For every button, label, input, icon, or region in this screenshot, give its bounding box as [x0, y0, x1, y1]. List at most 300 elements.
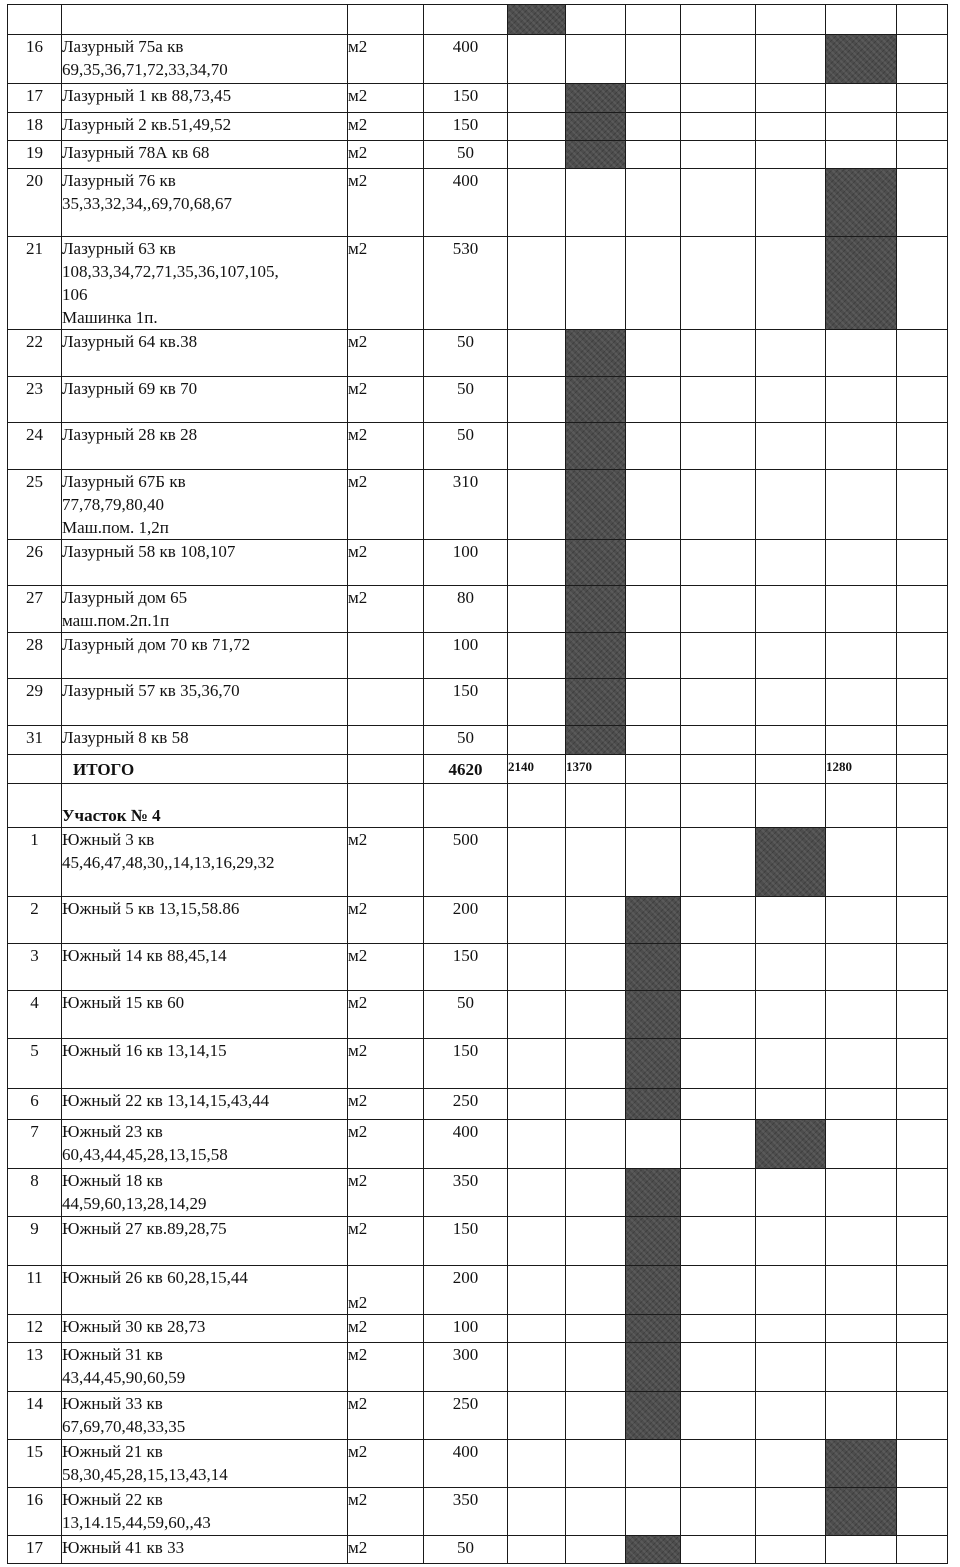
schedule-cell: [681, 1488, 756, 1536]
quantity-cell: 150: [424, 113, 508, 141]
schedule-cell: [681, 470, 756, 540]
row-number-cell: 8: [8, 1169, 62, 1217]
schedule-cell: [897, 1120, 948, 1169]
schedule-cell: [681, 237, 756, 330]
schedule-cell: [566, 1440, 626, 1488]
schedule-cell: [508, 828, 566, 897]
address-line: ИТОГО: [73, 760, 135, 779]
address-line: Лазурный 2 кв.51,49,52: [62, 115, 232, 134]
address-cell: [62, 679, 348, 726]
schedule-cell: [508, 1392, 566, 1440]
row-number-cell: 22: [8, 330, 62, 377]
schedule-cell-shaded: [566, 540, 626, 586]
unit-cell: м2: [348, 586, 424, 633]
schedule-cell: [897, 828, 948, 897]
schedule-cell: [681, 633, 756, 679]
schedule-cell: [756, 897, 826, 944]
table-row: [8, 169, 948, 237]
address-line: Южный 22 кв 13,14,15,43,44: [62, 1091, 270, 1110]
address-line: 106: [62, 285, 88, 304]
schedule-cell: [756, 755, 826, 784]
schedule-cell: [756, 141, 826, 169]
address-cell: [62, 784, 348, 828]
address-line: 35,33,32,34,,69,70,68,67: [62, 194, 232, 213]
schedule-cell: [897, 1440, 948, 1488]
address-line: 108,33,34,72,71,35,36,107,105,: [62, 262, 279, 281]
schedule-cell: [681, 726, 756, 755]
address-line: Лазурный 67Б кв: [62, 472, 186, 491]
quantity-cell: 350: [424, 1488, 508, 1536]
schedule-cell: [756, 113, 826, 141]
schedule-cell: [897, 991, 948, 1039]
address-line: Участок № 4: [62, 806, 161, 825]
schedule-cell: [756, 1536, 826, 1564]
address-cell: [62, 1315, 348, 1343]
schedule-cell-shaded: [626, 897, 681, 944]
address-line: 13,14.15,44,59,60,,43: [62, 1513, 211, 1532]
row-number-cell: 27: [8, 586, 62, 633]
address-cell: [62, 1039, 348, 1089]
row-number-cell: 21: [8, 237, 62, 330]
quantity-cell: 300: [424, 1343, 508, 1392]
schedule-cell: [626, 1440, 681, 1488]
row-number-cell: 14: [8, 1392, 62, 1440]
schedule-cell-shaded: [626, 1343, 681, 1392]
address-line: Лазурный 69 кв 70: [62, 379, 198, 398]
schedule-cell: [681, 1343, 756, 1392]
address-line: 43,44,45,90,60,59: [62, 1368, 186, 1387]
schedule-cell: [626, 726, 681, 755]
schedule-cell: [508, 330, 566, 377]
unit-cell: м2: [348, 1266, 424, 1315]
schedule-cell-shaded: [826, 1440, 897, 1488]
address-line: 58,30,45,28,15,13,43,14: [62, 1465, 228, 1484]
schedule-cell: [681, 944, 756, 991]
address-cell: [62, 828, 348, 897]
unit-cell: [348, 784, 424, 828]
address-cell: [62, 1536, 348, 1564]
address-line: Лазурный 28 кв 28: [62, 425, 198, 444]
address-line: Южный 18 кв: [62, 1171, 163, 1190]
schedule-cell: [681, 169, 756, 237]
address-cell: [62, 1169, 348, 1217]
schedule-cell: [508, 84, 566, 113]
address-cell: [62, 5, 348, 35]
row-number-cell: 31: [8, 726, 62, 755]
address-cell: [62, 330, 348, 377]
schedule-cell: [508, 237, 566, 330]
schedule-cell-shaded: [508, 5, 566, 35]
quantity-cell: 400: [424, 1120, 508, 1169]
row-number-cell: 26: [8, 540, 62, 586]
schedule-cell: [508, 1488, 566, 1536]
row-number-cell: 28: [8, 633, 62, 679]
unit-cell: м2: [348, 1440, 424, 1488]
schedule-cell: [566, 944, 626, 991]
schedule-cell: [681, 1120, 756, 1169]
unit-cell: м2: [348, 944, 424, 991]
quantity-cell: 200: [424, 1266, 508, 1315]
row-number-cell: 24: [8, 423, 62, 470]
schedule-cell: [826, 423, 897, 470]
schedule-cell: [897, 726, 948, 755]
address-cell: [62, 633, 348, 679]
address-line: маш.пом.2п.1п: [62, 611, 170, 630]
schedule-cell: [826, 330, 897, 377]
schedule-cell: [897, 784, 948, 828]
schedule-cell: [566, 1266, 626, 1315]
schedule-cell: [756, 1440, 826, 1488]
unit-cell: [348, 633, 424, 679]
table-row: [8, 897, 948, 944]
schedule-cell: [626, 84, 681, 113]
address-cell: [62, 141, 348, 169]
schedule-cell: [756, 237, 826, 330]
table-row: [8, 1089, 948, 1120]
address-line: Лазурный 1 кв 88,73,45: [62, 86, 232, 105]
quantity-cell: [424, 784, 508, 828]
unit-cell: м2: [348, 141, 424, 169]
schedule-cell: [897, 423, 948, 470]
address-cell: [62, 944, 348, 991]
address-line: 69,35,36,71,72,33,34,70: [62, 60, 228, 79]
schedule-cell: [826, 1120, 897, 1169]
schedule-cell-shaded: [566, 330, 626, 377]
schedule-cell: [826, 679, 897, 726]
schedule-cell: [626, 540, 681, 586]
table-row: [8, 113, 948, 141]
schedule-cell: [508, 1343, 566, 1392]
address-line: Южный 16 кв 13,14,15: [62, 1041, 227, 1060]
schedule-cell: [756, 1392, 826, 1440]
unit-cell: м2: [348, 1039, 424, 1089]
schedule-cell: [897, 1392, 948, 1440]
schedule-cell: [756, 1089, 826, 1120]
row-number-cell: 2: [8, 897, 62, 944]
address-line: Южный 26 кв 60,28,15,44: [62, 1268, 248, 1287]
unit-cell: м2: [348, 423, 424, 470]
column-total-cell: 2140: [508, 755, 566, 784]
schedule-cell: [897, 1169, 948, 1217]
schedule-cell: [681, 5, 756, 35]
schedule-cell: [566, 1315, 626, 1343]
schedule-cell: [897, 470, 948, 540]
schedule-cell: [756, 1315, 826, 1343]
unit-cell: м2: [348, 1217, 424, 1266]
address-cell: [62, 540, 348, 586]
schedule-cell-shaded: [566, 377, 626, 423]
table-row: [8, 1120, 948, 1169]
schedule-cell: [626, 5, 681, 35]
address-line: Лазурный дом 65: [62, 588, 188, 607]
table-row: [8, 991, 948, 1039]
schedule-cell: [756, 944, 826, 991]
schedule-cell: [826, 944, 897, 991]
schedule-cell-shaded: [626, 991, 681, 1039]
quantity-cell: 50: [424, 1536, 508, 1564]
schedule-cell: [826, 991, 897, 1039]
schedule-cell: [897, 944, 948, 991]
schedule-cell: [566, 35, 626, 84]
quantity-cell: 50: [424, 141, 508, 169]
address-cell: [62, 377, 348, 423]
schedule-cell: [566, 1169, 626, 1217]
schedule-cell-shaded: [626, 1089, 681, 1120]
schedule-cell: [826, 784, 897, 828]
schedule-cell: [826, 1089, 897, 1120]
unit-cell: м2: [348, 1392, 424, 1440]
schedule-cell: [626, 828, 681, 897]
schedule-cell: [566, 237, 626, 330]
row-number-cell: 16: [8, 1488, 62, 1536]
schedule-cell: [626, 633, 681, 679]
row-number-cell: 19: [8, 141, 62, 169]
schedule-cell: [508, 169, 566, 237]
schedule-cell: [826, 377, 897, 423]
address-line: Южный 33 кв: [62, 1394, 163, 1413]
schedule-cell: [826, 726, 897, 755]
schedule-cell: [897, 1315, 948, 1343]
table-row: [8, 1169, 948, 1217]
schedule-cell: [508, 1169, 566, 1217]
table-row: [8, 5, 948, 35]
schedule-cell: [681, 35, 756, 84]
schedule-cell-shaded: [566, 423, 626, 470]
table-row: [8, 35, 948, 84]
schedule-cell-shaded: [826, 237, 897, 330]
row-number-cell: 6: [8, 1089, 62, 1120]
quantity-cell: 150: [424, 944, 508, 991]
table-row: [8, 540, 948, 586]
schedule-cell: [826, 1536, 897, 1564]
schedule-cell: [897, 633, 948, 679]
schedule-cell: [681, 1089, 756, 1120]
schedule-cell: [826, 1169, 897, 1217]
unit-cell: м2: [348, 1343, 424, 1392]
schedule-cell: [756, 1169, 826, 1217]
schedule-cell: [897, 237, 948, 330]
schedule-cell: [681, 755, 756, 784]
address-line: Южный 21 кв: [62, 1442, 163, 1461]
unit-cell: м2: [348, 470, 424, 540]
table-row: [8, 377, 948, 423]
quantity-cell: 100: [424, 540, 508, 586]
schedule-cell-shaded: [626, 1536, 681, 1564]
address-line: Южный 22 кв: [62, 1490, 163, 1509]
schedule-cell: [508, 944, 566, 991]
quantity-cell: 310: [424, 470, 508, 540]
schedule-cell: [566, 784, 626, 828]
schedule-cell: [897, 540, 948, 586]
unit-cell: м2: [348, 1169, 424, 1217]
schedule-cell: [826, 1039, 897, 1089]
table-row: [8, 726, 948, 755]
quantity-cell: 250: [424, 1089, 508, 1120]
schedule-cell: [508, 141, 566, 169]
unit-cell: м2: [348, 84, 424, 113]
schedule-cell: [826, 1266, 897, 1315]
address-line: 44,59,60,13,28,14,29: [62, 1194, 207, 1213]
address-cell: [62, 470, 348, 540]
schedule-cell: [681, 377, 756, 423]
schedule-cell: [508, 784, 566, 828]
table-row: [8, 1039, 948, 1089]
schedule-cell: [826, 828, 897, 897]
schedule-cell-shaded: [566, 586, 626, 633]
schedule-cell-shaded: [626, 1315, 681, 1343]
address-cell: [62, 1266, 348, 1315]
row-number-cell: 16: [8, 35, 62, 84]
address-cell: [62, 1089, 348, 1120]
schedule-cell: [681, 1169, 756, 1217]
schedule-cell-shaded: [566, 679, 626, 726]
schedule-cell: [826, 113, 897, 141]
schedule-cell: [508, 1039, 566, 1089]
schedule-cell: [508, 423, 566, 470]
schedule-cell: [681, 1217, 756, 1266]
schedule-cell: [626, 141, 681, 169]
unit-cell: м2: [348, 377, 424, 423]
schedule-cell: [897, 5, 948, 35]
table-row: [8, 1440, 948, 1488]
quantity-cell: 50: [424, 423, 508, 470]
address-line: Лазурный 58 кв 108,107: [62, 542, 236, 561]
schedule-cell: [756, 633, 826, 679]
schedule-cell: [756, 377, 826, 423]
address-cell: [62, 991, 348, 1039]
schedule-cell: [681, 1536, 756, 1564]
table-row: [8, 1488, 948, 1536]
schedule-cell: [681, 113, 756, 141]
schedule-cell: [626, 784, 681, 828]
quantity-cell: 200: [424, 897, 508, 944]
quantity-cell: 50: [424, 726, 508, 755]
quantity-cell: 100: [424, 1315, 508, 1343]
row-number-cell: 1: [8, 828, 62, 897]
schedule-cell: [681, 679, 756, 726]
address-cell: [62, 237, 348, 330]
unit-cell: [348, 726, 424, 755]
schedule-cell: [681, 1392, 756, 1440]
row-number-cell: 5: [8, 1039, 62, 1089]
schedule-cell: [756, 586, 826, 633]
schedule-cell: [826, 586, 897, 633]
schedule-cell: [756, 1217, 826, 1266]
schedule-cell: [756, 540, 826, 586]
unit-cell: м2: [348, 330, 424, 377]
column-total-cell: 1370: [566, 755, 626, 784]
unit-cell: м2: [348, 113, 424, 141]
address-line: Южный 27 кв.89,28,75: [62, 1219, 227, 1238]
table-row: [8, 423, 948, 470]
schedule-cell: [681, 1315, 756, 1343]
address-line: Южный 23 кв: [62, 1122, 163, 1141]
schedule-cell: [508, 586, 566, 633]
quantity-cell: 150: [424, 1217, 508, 1266]
unit-cell: м2: [348, 991, 424, 1039]
schedule-cell: [756, 991, 826, 1039]
table-row: [8, 1392, 948, 1440]
schedule-cell: [897, 113, 948, 141]
schedule-cell: [897, 84, 948, 113]
schedule-cell-shaded: [626, 944, 681, 991]
unit-cell: м2: [348, 1315, 424, 1343]
schedule-cell: [826, 1343, 897, 1392]
schedule-cell: [826, 633, 897, 679]
unit-cell: м2: [348, 169, 424, 237]
unit-cell: м2: [348, 1488, 424, 1536]
schedule-cell: [508, 470, 566, 540]
row-number-cell: 15: [8, 1440, 62, 1488]
row-number-cell: [8, 784, 62, 828]
schedule-cell: [566, 991, 626, 1039]
row-number-cell: [8, 5, 62, 35]
address-line: Южный 5 кв 13,15,58.86: [62, 899, 240, 918]
schedule-cell-shaded: [566, 726, 626, 755]
address-line: Лазурный 57 кв 35,36,70: [62, 681, 240, 700]
schedule-cell: [508, 35, 566, 84]
quantity-cell: 50: [424, 377, 508, 423]
schedule-cell: [681, 1440, 756, 1488]
unit-cell: [348, 679, 424, 726]
address-line: 60,43,44,45,28,13,15,58: [62, 1145, 228, 1164]
schedule-cell: [756, 726, 826, 755]
schedule-cell: [756, 470, 826, 540]
schedule-cell: [508, 633, 566, 679]
total-row: [8, 755, 948, 784]
schedule-cell: [508, 1266, 566, 1315]
schedule-cell: [681, 330, 756, 377]
table-row: [8, 330, 948, 377]
row-number-cell: 3: [8, 944, 62, 991]
quantity-cell: 100: [424, 633, 508, 679]
address-line: Машинка 1п.: [62, 308, 158, 327]
schedule-cell: [681, 586, 756, 633]
work-schedule-table: [7, 4, 948, 1564]
schedule-cell-shaded: [626, 1392, 681, 1440]
schedule-cell: [566, 169, 626, 237]
address-cell: [62, 1392, 348, 1440]
schedule-cell: [626, 679, 681, 726]
schedule-cell: [897, 141, 948, 169]
table-row: [8, 237, 948, 330]
schedule-cell: [826, 1217, 897, 1266]
schedule-cell-shaded: [626, 1217, 681, 1266]
schedule-cell: [681, 141, 756, 169]
schedule-cell: [897, 1217, 948, 1266]
schedule-cell: [566, 1343, 626, 1392]
schedule-cell: [508, 991, 566, 1039]
address-line: Лазурный дом 70 кв 71,72: [62, 635, 251, 654]
row-number-cell: 17: [8, 84, 62, 113]
unit-cell: м2: [348, 237, 424, 330]
row-number-cell: 29: [8, 679, 62, 726]
schedule-cell-shaded: [566, 470, 626, 540]
row-number-cell: 17: [8, 1536, 62, 1564]
schedule-cell-shaded: [626, 1266, 681, 1315]
unit-cell: [348, 5, 424, 35]
row-number-cell: 4: [8, 991, 62, 1039]
address-line: Южный 3 кв: [62, 830, 155, 849]
table-row: [8, 828, 948, 897]
schedule-cell: [756, 1039, 826, 1089]
schedule-cell: [681, 897, 756, 944]
schedule-cell: [626, 470, 681, 540]
schedule-cell: [826, 897, 897, 944]
unit-cell: [348, 755, 424, 784]
quantity-cell: 80: [424, 586, 508, 633]
schedule-cell: [826, 1315, 897, 1343]
